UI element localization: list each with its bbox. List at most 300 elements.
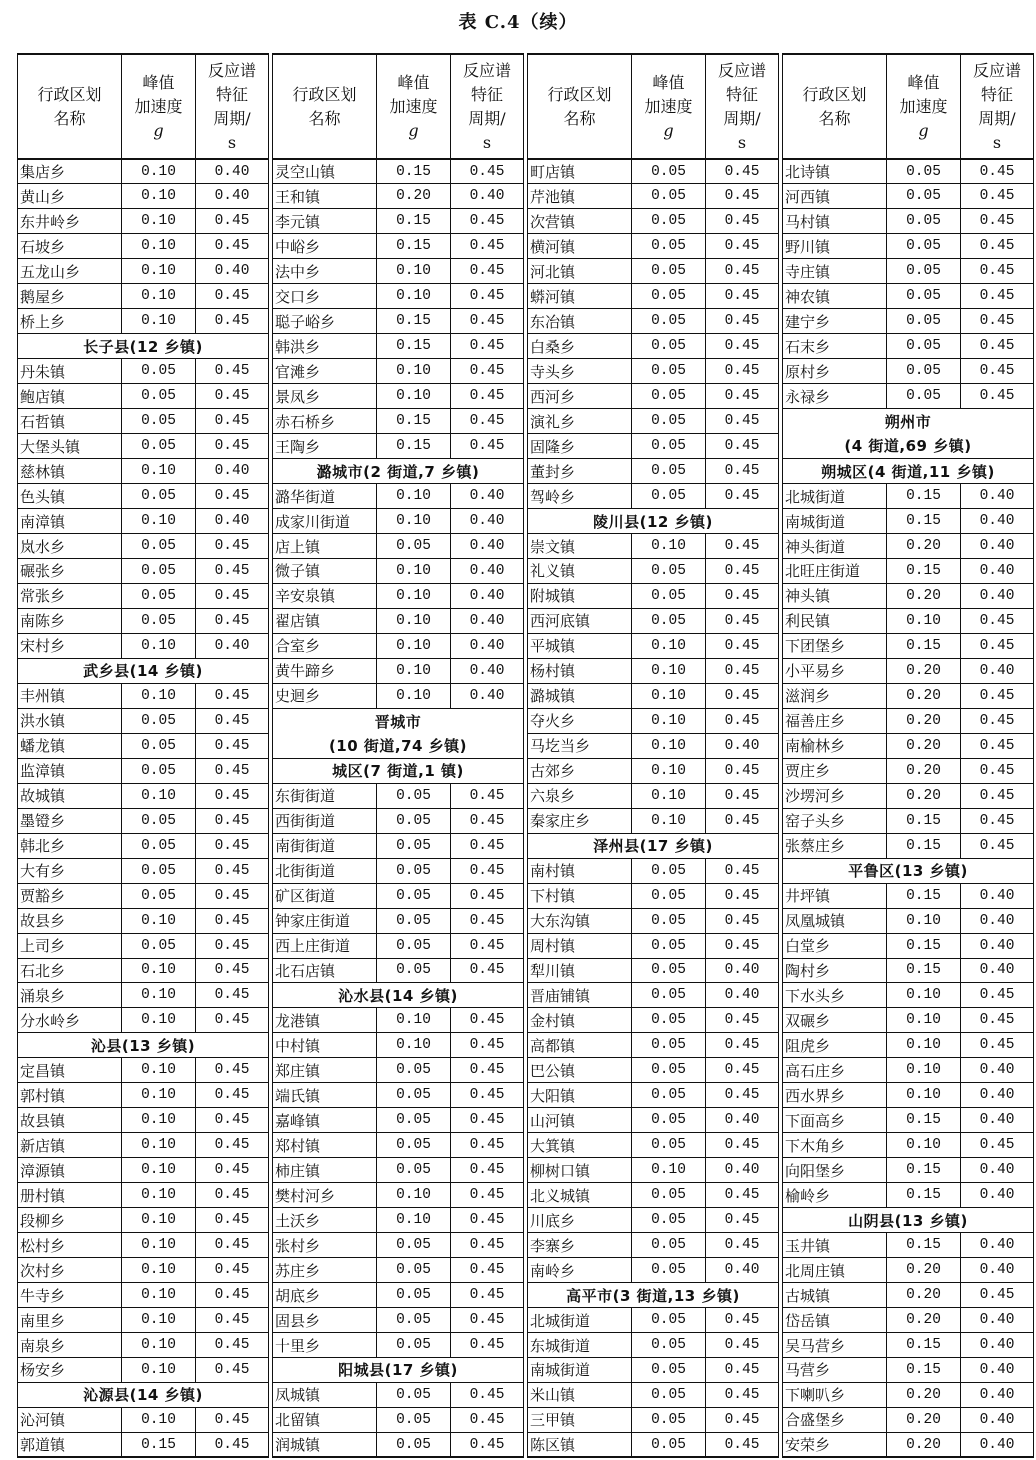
peak-acceleration-cell: 0.10 xyxy=(122,259,196,284)
characteristic-period-cell: 0.45 xyxy=(961,1283,1034,1308)
header-line: 加速度 xyxy=(644,96,693,116)
characteristic-period-cell: 0.45 xyxy=(196,1208,269,1233)
peak-acceleration-cell: 0.20 xyxy=(887,1382,961,1407)
peak-acceleration-cell: 0.10 xyxy=(377,509,451,534)
division-name-cell: 墨镫乡 xyxy=(18,808,122,833)
table-row xyxy=(783,534,1034,559)
division-name-cell: 原村乡 xyxy=(783,359,887,384)
characteristic-period-cell: 0.40 xyxy=(196,459,269,484)
division-name-cell: 白堂乡 xyxy=(783,933,887,958)
table-row xyxy=(528,559,779,584)
division-name-cell: 慈林镇 xyxy=(18,459,122,484)
table-row xyxy=(18,1133,269,1158)
characteristic-period-cell: 0.45 xyxy=(961,683,1034,708)
characteristic-period-cell: 0.45 xyxy=(451,334,524,359)
region-group-label: 高平市(3 街道,13 乡镇) xyxy=(528,1283,779,1308)
table-row xyxy=(783,808,1034,833)
characteristic-period-cell: 0.45 xyxy=(706,1358,779,1383)
group-header-row xyxy=(273,758,524,783)
characteristic-period-cell: 0.45 xyxy=(451,259,524,284)
header-characteristic-period xyxy=(706,54,779,159)
peak-acceleration-cell: 0.10 xyxy=(122,184,196,209)
characteristic-period-cell: 0.45 xyxy=(196,284,269,309)
division-name-cell: 秦家庄乡 xyxy=(528,808,632,833)
division-name-cell: 演礼乡 xyxy=(528,409,632,434)
division-name-cell: 柿庄镇 xyxy=(273,1158,377,1183)
peak-acceleration-cell: 0.05 xyxy=(632,184,706,209)
division-name-cell: 翟店镇 xyxy=(273,608,377,633)
peak-acceleration-cell: 0.05 xyxy=(632,159,706,184)
table-row xyxy=(18,583,269,608)
characteristic-period-cell: 0.45 xyxy=(451,933,524,958)
peak-acceleration-cell: 0.05 xyxy=(377,1083,451,1108)
table-row xyxy=(273,1183,524,1208)
table-row xyxy=(528,783,779,808)
characteristic-period-cell: 0.45 xyxy=(196,783,269,808)
characteristic-period-cell: 0.45 xyxy=(196,234,269,259)
header-line: 行政区划 xyxy=(547,84,612,104)
division-name-cell: 山河镇 xyxy=(528,1108,632,1133)
peak-acceleration-cell: 0.10 xyxy=(632,783,706,808)
peak-acceleration-cell: 0.10 xyxy=(122,1308,196,1333)
peak-acceleration-cell: 0.05 xyxy=(377,933,451,958)
division-name-cell: 固隆乡 xyxy=(528,434,632,459)
peak-acceleration-cell: 0.05 xyxy=(377,783,451,808)
characteristic-period-cell: 0.45 xyxy=(196,1108,269,1133)
characteristic-period-cell: 0.45 xyxy=(451,1258,524,1283)
header-line: g xyxy=(918,120,929,140)
characteristic-period-cell: 0.40 xyxy=(961,1382,1034,1407)
division-name-cell: 神头街道 xyxy=(783,534,887,559)
table-row xyxy=(783,983,1034,1008)
header-peak-acceleration xyxy=(122,54,196,159)
division-name-cell: 南村镇 xyxy=(528,858,632,883)
characteristic-period-cell: 0.45 xyxy=(196,1358,269,1383)
peak-acceleration-cell: 0.15 xyxy=(887,1333,961,1358)
header-line: 加速度 xyxy=(134,96,183,116)
division-name-cell: 石末乡 xyxy=(783,334,887,359)
division-name-cell: 法中乡 xyxy=(273,259,377,284)
division-name-cell: 店上镇 xyxy=(273,534,377,559)
division-name-cell: 色头镇 xyxy=(18,484,122,509)
table-row xyxy=(783,1058,1034,1083)
table-row xyxy=(18,1058,269,1083)
division-name-cell: 杨村镇 xyxy=(528,658,632,683)
characteristic-period-cell: 0.45 xyxy=(196,409,269,434)
header-name xyxy=(273,54,377,159)
table-row xyxy=(18,484,269,509)
characteristic-period-cell: 0.40 xyxy=(961,933,1034,958)
table-row xyxy=(528,908,779,933)
header-line: 行政区划 xyxy=(37,84,102,104)
division-name-cell: 野川镇 xyxy=(783,234,887,259)
header-row xyxy=(273,54,524,159)
peak-acceleration-cell: 0.20 xyxy=(887,534,961,559)
characteristic-period-cell: 0.45 xyxy=(961,758,1034,783)
characteristic-period-cell: 0.40 xyxy=(451,559,524,584)
table-row xyxy=(18,459,269,484)
peak-acceleration-cell: 0.15 xyxy=(377,309,451,334)
division-name-cell: 王和镇 xyxy=(273,184,377,209)
characteristic-period-cell: 0.45 xyxy=(196,808,269,833)
characteristic-period-cell: 0.45 xyxy=(706,1308,779,1333)
table-row xyxy=(273,1108,524,1133)
peak-acceleration-cell: 0.20 xyxy=(887,758,961,783)
division-name-cell: 神头镇 xyxy=(783,583,887,608)
division-name-cell: 潞城镇 xyxy=(528,683,632,708)
division-name-cell: 南泉乡 xyxy=(18,1333,122,1358)
peak-acceleration-cell: 0.05 xyxy=(632,259,706,284)
table-row xyxy=(18,1108,269,1133)
table-row xyxy=(783,1258,1034,1283)
table-row xyxy=(273,1133,524,1158)
division-name-cell: 下喇叭乡 xyxy=(783,1382,887,1407)
region-group-label: 沁水县(14 乡镇) xyxy=(273,983,524,1008)
table-row xyxy=(783,1382,1034,1407)
characteristic-period-cell: 0.40 xyxy=(961,1183,1034,1208)
peak-acceleration-cell: 0.20 xyxy=(887,658,961,683)
peak-acceleration-cell: 0.05 xyxy=(122,833,196,858)
header-line: 行政区划 xyxy=(292,84,357,104)
division-name-cell: 古郊乡 xyxy=(528,758,632,783)
peak-acceleration-cell: 0.05 xyxy=(377,1283,451,1308)
characteristic-period-cell: 0.45 xyxy=(451,1083,524,1108)
division-name-cell: 吴马营乡 xyxy=(783,1333,887,1358)
header-line: 名称 xyxy=(563,108,596,128)
peak-acceleration-cell: 0.15 xyxy=(887,833,961,858)
header-line: s xyxy=(737,132,747,152)
table-row xyxy=(783,683,1034,708)
characteristic-period-cell: 0.45 xyxy=(196,1233,269,1258)
division-name-cell: 马村镇 xyxy=(783,209,887,234)
table-row xyxy=(18,608,269,633)
peak-acceleration-cell: 0.10 xyxy=(122,1407,196,1432)
peak-acceleration-cell: 0.10 xyxy=(122,459,196,484)
characteristic-period-cell: 0.40 xyxy=(961,1258,1034,1283)
division-name-cell: 定昌镇 xyxy=(18,1058,122,1083)
characteristic-period-cell: 0.45 xyxy=(961,733,1034,758)
table-column-block xyxy=(782,53,1034,1458)
characteristic-period-cell: 0.45 xyxy=(706,1382,779,1407)
table-row xyxy=(528,1208,779,1233)
peak-acceleration-cell: 0.20 xyxy=(887,1258,961,1283)
peak-acceleration-cell: 0.20 xyxy=(887,708,961,733)
characteristic-period-cell: 0.40 xyxy=(961,1407,1034,1432)
characteristic-period-cell: 0.45 xyxy=(706,234,779,259)
header-name xyxy=(528,54,632,159)
peak-acceleration-cell: 0.05 xyxy=(632,883,706,908)
division-name-cell: 三甲镇 xyxy=(528,1407,632,1432)
division-name-cell: 岚水乡 xyxy=(18,534,122,559)
table-row xyxy=(18,1233,269,1258)
division-name-cell: 凤城镇 xyxy=(273,1382,377,1407)
table-row xyxy=(528,758,779,783)
characteristic-period-cell: 0.45 xyxy=(196,758,269,783)
characteristic-period-cell: 0.45 xyxy=(196,484,269,509)
table-row xyxy=(18,509,269,534)
peak-acceleration-cell: 0.05 xyxy=(122,409,196,434)
header-line: 特征 xyxy=(215,84,248,104)
table-row xyxy=(528,1033,779,1058)
peak-acceleration-cell: 0.05 xyxy=(122,608,196,633)
table-column-block xyxy=(527,53,779,1458)
peak-acceleration-cell: 0.10 xyxy=(887,1033,961,1058)
peak-acceleration-cell: 0.05 xyxy=(887,159,961,184)
division-name-cell: 贾庄乡 xyxy=(783,758,887,783)
peak-acceleration-cell: 0.15 xyxy=(887,1158,961,1183)
table-row xyxy=(273,1283,524,1308)
peak-acceleration-cell: 0.05 xyxy=(377,808,451,833)
table-row xyxy=(273,1407,524,1432)
table-row xyxy=(528,309,779,334)
table-row xyxy=(273,908,524,933)
division-name-cell: 河西镇 xyxy=(783,184,887,209)
characteristic-period-cell: 0.40 xyxy=(706,1258,779,1283)
peak-acceleration-cell: 0.05 xyxy=(632,309,706,334)
peak-acceleration-cell: 0.05 xyxy=(887,309,961,334)
peak-acceleration-cell: 0.10 xyxy=(377,484,451,509)
table-row xyxy=(273,534,524,559)
characteristic-period-cell: 0.45 xyxy=(196,1432,269,1457)
characteristic-period-cell: 0.45 xyxy=(706,1333,779,1358)
characteristic-period-cell: 0.45 xyxy=(961,284,1034,309)
table-row xyxy=(528,608,779,633)
division-name-cell: 李元镇 xyxy=(273,209,377,234)
characteristic-period-cell: 0.45 xyxy=(961,359,1034,384)
characteristic-period-cell: 0.45 xyxy=(706,184,779,209)
table-row xyxy=(273,184,524,209)
peak-acceleration-cell: 0.15 xyxy=(122,1432,196,1457)
division-name-cell: 北旺庄街道 xyxy=(783,559,887,584)
peak-acceleration-cell: 0.20 xyxy=(887,1283,961,1308)
table-row xyxy=(18,284,269,309)
peak-acceleration-cell: 0.10 xyxy=(377,559,451,584)
characteristic-period-cell: 0.45 xyxy=(451,1058,524,1083)
table-row xyxy=(528,1258,779,1283)
division-name-cell: 段柳乡 xyxy=(18,1208,122,1233)
header-line: 特征 xyxy=(470,84,503,104)
peak-acceleration-cell: 0.05 xyxy=(377,1158,451,1183)
division-name-cell: 故城镇 xyxy=(18,783,122,808)
characteristic-period-cell: 0.45 xyxy=(706,334,779,359)
characteristic-period-cell: 0.40 xyxy=(706,1158,779,1183)
characteristic-period-cell: 0.45 xyxy=(961,209,1034,234)
table-row xyxy=(18,983,269,1008)
table-row xyxy=(273,259,524,284)
peak-acceleration-cell: 0.05 xyxy=(377,883,451,908)
table-row xyxy=(273,384,524,409)
table-row xyxy=(18,958,269,983)
header-line: 反应谱 xyxy=(717,60,766,80)
peak-acceleration-cell: 0.05 xyxy=(632,1333,706,1358)
characteristic-period-cell: 0.45 xyxy=(706,808,779,833)
header-line: g xyxy=(153,120,164,140)
peak-acceleration-cell: 0.05 xyxy=(122,484,196,509)
division-name-cell: 大堡头镇 xyxy=(18,434,122,459)
header-line: 峰值 xyxy=(907,72,940,92)
characteristic-period-cell: 0.40 xyxy=(451,683,524,708)
peak-acceleration-cell: 0.20 xyxy=(887,1308,961,1333)
division-name-cell: 漳源镇 xyxy=(18,1158,122,1183)
division-name-cell: 胡底乡 xyxy=(273,1283,377,1308)
table-row xyxy=(273,1208,524,1233)
characteristic-period-cell: 0.45 xyxy=(706,159,779,184)
peak-acceleration-cell: 0.05 xyxy=(122,858,196,883)
division-name-cell: 郭村镇 xyxy=(18,1083,122,1108)
division-name-cell: 井坪镇 xyxy=(783,883,887,908)
peak-acceleration-cell: 0.05 xyxy=(632,1407,706,1432)
peak-acceleration-cell: 0.05 xyxy=(632,958,706,983)
peak-acceleration-cell: 0.10 xyxy=(377,384,451,409)
peak-acceleration-cell: 0.05 xyxy=(377,1308,451,1333)
region-group-label: 潞城市(2 街道,7 乡镇) xyxy=(273,459,524,484)
peak-acceleration-cell: 0.10 xyxy=(887,608,961,633)
division-name-cell: 六泉乡 xyxy=(528,783,632,808)
table-row xyxy=(528,1158,779,1183)
characteristic-period-cell: 0.45 xyxy=(196,1158,269,1183)
peak-acceleration-cell: 0.10 xyxy=(377,1008,451,1033)
characteristic-period-cell: 0.40 xyxy=(961,1358,1034,1383)
peak-acceleration-cell: 0.05 xyxy=(377,1407,451,1432)
division-name-cell: 苏庄乡 xyxy=(273,1258,377,1283)
division-name-cell: 南榆林乡 xyxy=(783,733,887,758)
table-row xyxy=(783,1158,1034,1183)
table-row xyxy=(273,484,524,509)
peak-acceleration-cell: 0.05 xyxy=(632,234,706,259)
table-row xyxy=(18,1283,269,1308)
characteristic-period-cell: 0.45 xyxy=(451,1133,524,1158)
table-row xyxy=(273,1058,524,1083)
peak-acceleration-cell: 0.10 xyxy=(632,1158,706,1183)
table-row xyxy=(273,1008,524,1033)
division-name-cell: 南城街道 xyxy=(528,1358,632,1383)
peak-acceleration-cell: 0.05 xyxy=(632,1233,706,1258)
header-line: 加速度 xyxy=(389,96,438,116)
table-row xyxy=(528,808,779,833)
peak-acceleration-cell: 0.10 xyxy=(122,1258,196,1283)
table-row xyxy=(783,1133,1034,1158)
division-name-cell: 西河乡 xyxy=(528,384,632,409)
division-name-cell: 丹朱镇 xyxy=(18,359,122,384)
characteristic-period-cell: 0.45 xyxy=(961,234,1034,259)
division-name-cell: 碾张乡 xyxy=(18,559,122,584)
table-row xyxy=(783,583,1034,608)
division-name-cell: 黄牛蹄乡 xyxy=(273,658,377,683)
division-name-cell: 陶村乡 xyxy=(783,958,887,983)
division-name-cell: 桥上乡 xyxy=(18,309,122,334)
peak-acceleration-cell: 0.05 xyxy=(632,1183,706,1208)
table-row xyxy=(783,708,1034,733)
characteristic-period-cell: 0.45 xyxy=(706,1083,779,1108)
characteristic-period-cell: 0.45 xyxy=(196,1183,269,1208)
division-name-cell: 成家川街道 xyxy=(273,509,377,534)
peak-acceleration-cell: 0.15 xyxy=(887,808,961,833)
characteristic-period-cell: 0.45 xyxy=(451,808,524,833)
peak-acceleration-cell: 0.10 xyxy=(122,234,196,259)
header-line: s xyxy=(482,132,492,152)
characteristic-period-cell: 0.45 xyxy=(196,434,269,459)
division-name-cell: 上司乡 xyxy=(18,933,122,958)
characteristic-period-cell: 0.45 xyxy=(196,983,269,1008)
table-row xyxy=(273,309,524,334)
table-row xyxy=(273,683,524,708)
peak-acceleration-cell: 0.15 xyxy=(377,409,451,434)
division-name-cell: 下面高乡 xyxy=(783,1108,887,1133)
peak-acceleration-cell: 0.15 xyxy=(887,484,961,509)
table-row xyxy=(18,908,269,933)
division-name-cell: 董封乡 xyxy=(528,459,632,484)
table-row xyxy=(783,309,1034,334)
peak-acceleration-cell: 0.10 xyxy=(377,284,451,309)
table-row xyxy=(273,1432,524,1457)
peak-acceleration-cell: 0.10 xyxy=(377,658,451,683)
table-row xyxy=(783,608,1034,633)
division-name-cell: 南岭乡 xyxy=(528,1258,632,1283)
table-row xyxy=(783,159,1034,184)
characteristic-period-cell: 0.45 xyxy=(196,683,269,708)
characteristic-period-cell: 0.45 xyxy=(196,1407,269,1432)
table-row xyxy=(528,434,779,459)
table-row xyxy=(528,484,779,509)
table-row xyxy=(18,783,269,808)
division-name-cell: 礼义镇 xyxy=(528,559,632,584)
characteristic-period-cell: 0.45 xyxy=(706,284,779,309)
table-row xyxy=(783,733,1034,758)
division-name-cell: 神农镇 xyxy=(783,284,887,309)
characteristic-period-cell: 0.45 xyxy=(961,833,1034,858)
table-row xyxy=(528,958,779,983)
table-row xyxy=(273,209,524,234)
table-row xyxy=(273,1033,524,1058)
table-row xyxy=(273,1333,524,1358)
division-name-cell: 辛安泉镇 xyxy=(273,583,377,608)
peak-acceleration-cell: 0.15 xyxy=(887,1233,961,1258)
characteristic-period-cell: 0.45 xyxy=(451,1308,524,1333)
peak-acceleration-cell: 0.05 xyxy=(122,883,196,908)
peak-acceleration-cell: 0.05 xyxy=(632,1358,706,1383)
division-name-cell: 芹池镇 xyxy=(528,184,632,209)
division-name-cell: 南陈乡 xyxy=(18,608,122,633)
division-name-cell: 高石庄乡 xyxy=(783,1058,887,1083)
table-row xyxy=(783,1108,1034,1133)
peak-acceleration-cell: 0.10 xyxy=(122,1083,196,1108)
division-name-cell: 南里乡 xyxy=(18,1308,122,1333)
table-row xyxy=(18,234,269,259)
division-name-cell: 册村镇 xyxy=(18,1183,122,1208)
division-name-cell: 景凤乡 xyxy=(273,384,377,409)
characteristic-period-cell: 0.45 xyxy=(196,1308,269,1333)
division-name-cell: 杨安乡 xyxy=(18,1358,122,1383)
division-name-cell: 利民镇 xyxy=(783,608,887,633)
division-name-cell: 史迴乡 xyxy=(273,683,377,708)
characteristic-period-cell: 0.45 xyxy=(706,858,779,883)
peak-acceleration-cell: 0.05 xyxy=(632,1058,706,1083)
characteristic-period-cell: 0.45 xyxy=(706,1033,779,1058)
division-name-cell: 北周庄镇 xyxy=(783,1258,887,1283)
division-name-cell: 宋村乡 xyxy=(18,633,122,658)
peak-acceleration-cell: 0.05 xyxy=(632,559,706,584)
peak-acceleration-cell: 0.15 xyxy=(887,633,961,658)
table-row xyxy=(18,1183,269,1208)
header-line: s xyxy=(227,132,237,152)
characteristic-period-cell: 0.45 xyxy=(196,908,269,933)
characteristic-period-cell: 0.45 xyxy=(961,1008,1034,1033)
division-name-cell: 北留镇 xyxy=(273,1407,377,1432)
division-name-cell: 韩北乡 xyxy=(18,833,122,858)
characteristic-period-cell: 0.45 xyxy=(706,409,779,434)
table-row xyxy=(273,608,524,633)
table-row xyxy=(783,509,1034,534)
